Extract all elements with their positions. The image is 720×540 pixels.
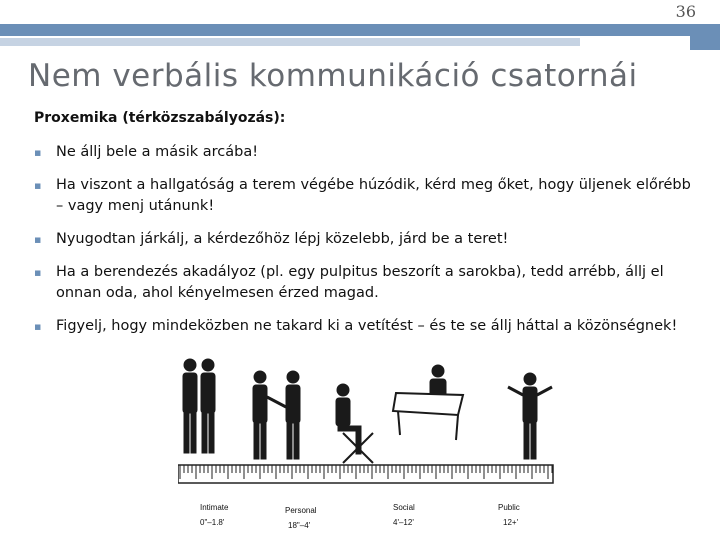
seated-figure-icon <box>336 384 373 463</box>
public-speaker-icon <box>508 373 552 459</box>
proxemics-illustration <box>178 355 558 540</box>
header-band-light <box>0 38 580 46</box>
desk-figure-icon <box>393 365 463 440</box>
bullet-text: Ha viszont a hallgatóság a terem végébe húzódik, kérd meg őket, hogy üljenek előrébb – vagy menj utánunk! <box>56 177 691 214</box>
header-band <box>0 24 720 36</box>
bullet-icon: ▪ <box>34 146 42 159</box>
distance-ruler <box>178 465 553 483</box>
bullet-text: Nyugodtan járkálj, a kérdezőhöz lépj közelebb, járd be a teret! <box>56 231 509 247</box>
page-number: 36 <box>675 2 696 21</box>
bullet-item <box>34 142 694 163</box>
personal-figures-icon <box>253 371 300 459</box>
bullet-text: Figyelj, hogy mindeközben ne takard ki a vetítést – és te se állj háttal a közönségnek! <box>56 318 678 334</box>
bullet-item <box>34 262 694 304</box>
zone-social-range: 4'–12' <box>393 518 414 527</box>
bullet-icon: ▪ <box>34 233 42 246</box>
bullet-icon: ▪ <box>34 320 42 333</box>
bullet-icon: ▪ <box>34 179 42 192</box>
zone-intimate-label: Intimate <box>200 503 229 512</box>
header-band-end <box>690 24 720 50</box>
zone-personal-range: 18"–4' <box>288 521 311 530</box>
bullet-list <box>34 142 694 349</box>
bullet-text: Ha a berendezés akadályoz (pl. egy pulpitus beszorít a sarokba), tedd arrébb, állj el onnan oda, ahol kényelmesen érzed magad. <box>56 264 664 301</box>
zone-public-range: 12+' <box>503 518 519 527</box>
zone-social-label: Social <box>393 503 415 512</box>
bullet-item <box>34 175 694 217</box>
bullet-item <box>34 316 694 337</box>
zone-intimate-range: 0"–1.8' <box>200 518 225 527</box>
slide-title: Nem verbális kommunikáció csatornái <box>28 58 638 94</box>
bullet-icon: ▪ <box>34 266 42 279</box>
intimate-figures-icon <box>183 359 215 453</box>
zone-personal-label: Personal <box>285 506 317 515</box>
slide-subtitle: Proxemika (térközszabályozás): <box>34 110 286 126</box>
bullet-text: Ne állj bele a másik arcába! <box>56 144 259 160</box>
bullet-item <box>34 229 694 250</box>
zone-public-label: Public <box>498 503 520 512</box>
